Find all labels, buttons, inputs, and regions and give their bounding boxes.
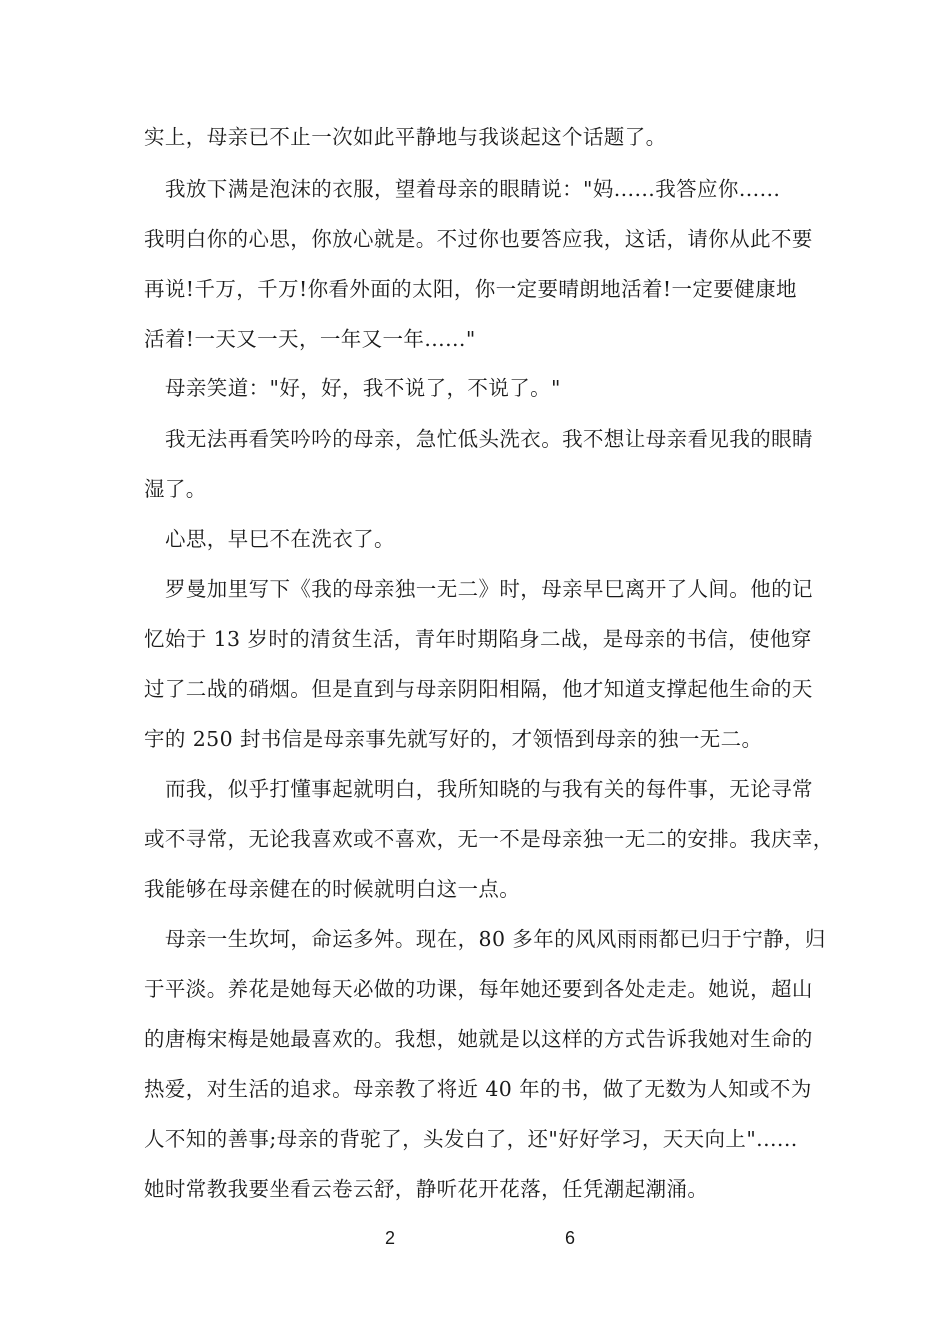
text-line-2: 我放下满是泡沫的衣服，望着母亲的眼睛说："妈......我答应你...... (165, 177, 781, 201)
text-line-4: 再说!千万，千万!你看外面的太阳，你一定要晴朗地活着!一定要健康地 (144, 277, 797, 301)
text-line-9: 心思，早巳不在洗衣了。 (165, 527, 395, 551)
text-line-19: 的唐梅宋梅是她最喜欢的。我想，她就是以这样的方式告诉我她对生命的 (144, 1027, 813, 1051)
text-line-15: 或不寻常，无论我喜欢或不喜欢，无一不是母亲独一无二的安排。我庆幸， (144, 827, 834, 851)
text-line-12: 过了二战的硝烟。但是直到与母亲阴阳相隔，他才知道支撑起他生命的天 (144, 677, 813, 701)
text-line-21: 人不知的善事;母亲的背驼了，头发白了，还"好好学习，天天向上"...... (144, 1127, 798, 1151)
text-line-6: 母亲笑道："好，好，我不说了，不说了。" (165, 376, 561, 400)
text-line-20: 热爱，对生活的追求。母亲教了将近 40 年的书，做了无数为人知或不为 (144, 1077, 812, 1101)
text-line-8: 湿了。 (144, 477, 207, 501)
text-line-5: 活着!一天又一天，一年又一年......" (144, 327, 476, 351)
text-line-18: 于平淡。养花是她每天必做的功课，每年她还要到各处走走。她说，超山 (144, 977, 813, 1001)
page-number-right: 6 (565, 1228, 576, 1248)
text-line-17: 母亲一生坎坷，命运多舛。现在，80 多年的风风雨雨都已归于宁静，归 (165, 927, 826, 951)
page-number-left: 2 (385, 1228, 396, 1248)
text-line-10: 罗曼加里写下《我的母亲独一无二》时，母亲早巳离开了人间。他的记 (165, 577, 813, 601)
text-line-16: 我能够在母亲健在的时候就明白这一点。 (144, 877, 521, 901)
text-line-7: 我无法再看笑吟吟的母亲，急忙低头洗衣。我不想让母亲看见我的眼睛 (165, 427, 813, 451)
text-line-13: 宇的 250 封书信是母亲事先就写好的，才领悟到母亲的独一无二。 (144, 727, 763, 751)
text-line-14: 而我，似乎打懂事起就明白，我所知晓的与我有关的每件事，无论寻常 (165, 777, 813, 801)
text-line-22: 她时常教我要坐看云卷云舒，静听花开花落，任凭潮起潮涌。 (144, 1177, 709, 1201)
text-line-11: 忆始于 13 岁时的清贫生活，青年时期陷身二战，是母亲的书信，使他穿 (144, 627, 812, 651)
text-line-3: 我明白你的心思，你放心就是。不过你也要答应我，这话，请你从此不要 (144, 227, 813, 251)
text-line-1: 实上，母亲已不止一次如此平静地与我谈起这个话题了。 (144, 125, 667, 149)
